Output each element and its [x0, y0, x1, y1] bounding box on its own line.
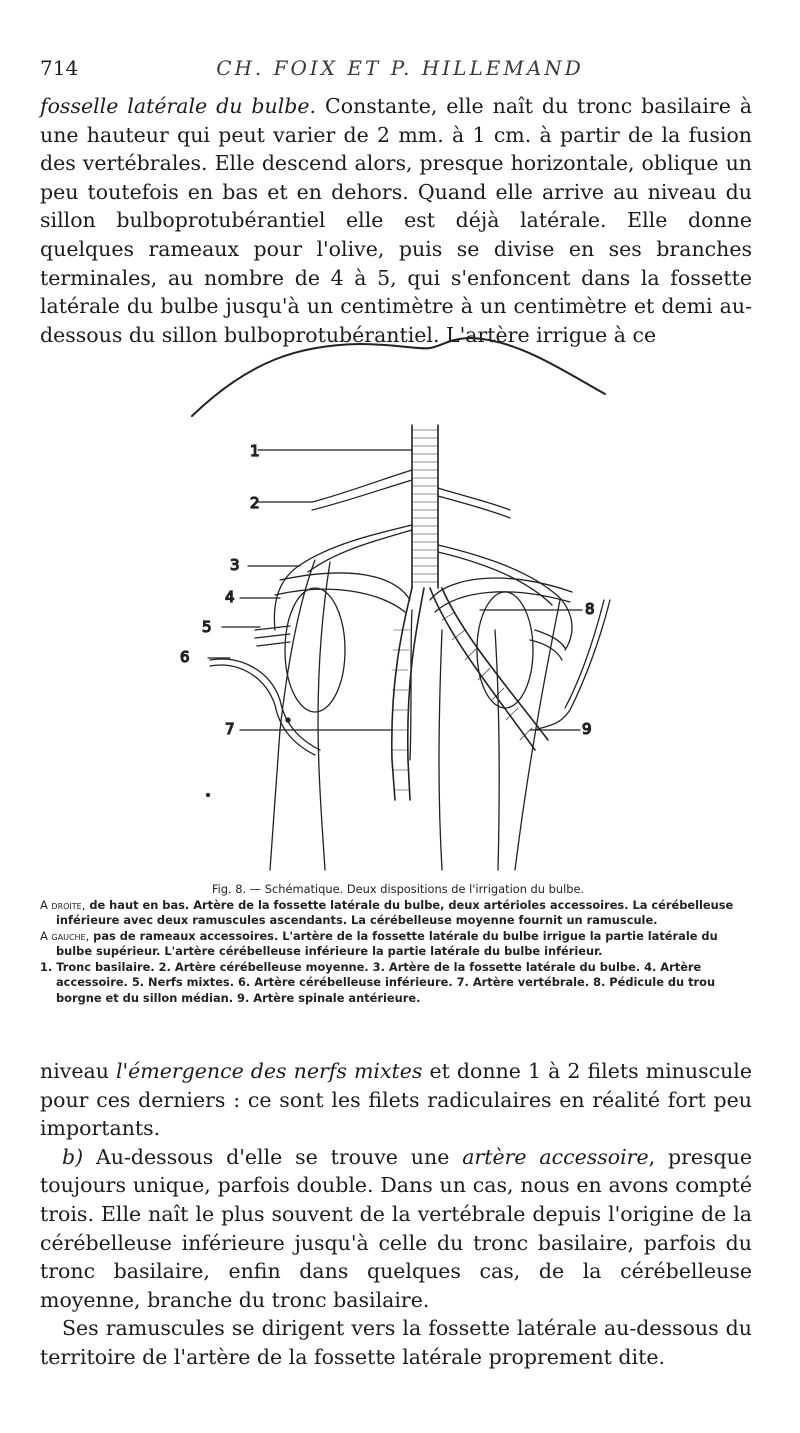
figure-label-3: 3 [230, 556, 240, 574]
caption-title [40, 882, 756, 898]
paragraph: Ses ramuscules se dirigent vers la fossette latérale au-dessous du territoire de l'artère de la fossette latérale proprement dite. [40, 1316, 752, 1369]
bulb-outline [270, 560, 315, 870]
paragraph-text: Au-dessous d'elle se trouve une [83, 1144, 463, 1169]
caption-right-text: de haut en bas. Artère de la fossette latérale du bulbe, deux artérioles accessoires. La cérébelleuse inférieure avec deux ramuscules ascendants. La cérébelleuse moyenne fournit un ramuscule. [56, 897, 734, 927]
paragraph-text: et donne 1 à 2 filets minuscule pour ces derniers : ce sont les filets radiculaires en réalité fort peu importants. [40, 1059, 752, 1141]
figure-label-4: 4 [225, 588, 235, 606]
figure-label-6: 6 [180, 648, 190, 666]
paragraph [40, 92, 752, 349]
vertebral-artery-left [392, 588, 424, 800]
caption-legend: 1. Tronc basilaire. 2. Artère cérébelleuse moyenne. 3. Artère de la fossette latérale du bulbe. 4. Artère accessoire. 5. Nerfs mixtes. 6. Artère cérébelleuse inférieure. 7. Artère vertébrale. 8. Pédicule du trou borgne et du sillon médian. 9. Artère spinale antérieure. [40, 959, 716, 1005]
text-block-top [40, 92, 752, 349]
figure-label-9: 9 [582, 720, 592, 738]
paragraph-text: niveau [40, 1059, 116, 1083]
mixed-nerves-left [255, 626, 290, 646]
page-header [40, 56, 760, 86]
paragraph [40, 1057, 752, 1143]
figure-label-7: 7 [225, 720, 235, 738]
figure-label-8: 8 [585, 600, 595, 618]
caption-left-label: A gauche, [40, 928, 90, 943]
item-label: b) [62, 1144, 84, 1169]
figure-label-1: 1 [250, 442, 260, 460]
paragraph [40, 1143, 752, 1315]
figure-label-5: 5 [202, 618, 212, 636]
figure-8-diagram [180, 330, 620, 875]
middle-cerebellar-artery-right [438, 488, 510, 518]
italic-term: l'émergence des nerfs mixtes [115, 1059, 423, 1083]
text-block-bottom [40, 1057, 752, 1372]
middle-cerebellar-artery-left [312, 470, 412, 510]
protuberance-outline [192, 338, 605, 416]
figure-label-2: 2 [250, 494, 260, 512]
olive-left [285, 588, 345, 712]
italic-term: artère accessoire [462, 1144, 649, 1169]
paragraph-text: , presque toujours unique, parfois double. Dans un cas, nous en avons compté trois. Elle naît le plus souvent de la vertébrale depuis l'origine de la cérébelleuse inférieure jusqu'à celle du tronc basilaire, parfois du tronc basilaire, enfin dans quelques cas, de la cérébelleuse moyenne, branche du tronc basilaire. [40, 1144, 752, 1312]
basilar-trunk [412, 425, 438, 588]
caption-title-text: — Schématique. Deux dispositions de l'irrigation du bulbe. [246, 882, 585, 896]
paragraph-text: Constante, elle naît du tronc basilaire à une hauteur qui peut varier de 2 mm. à 1 cm. à partir de la fusion des vertébrales. Elle descend alors, presque horizontale, oblique un peu toutefois en bas et en dehors. Quand elle arrive au niveau du sillon bulboprotubérantiel elle est déjà latérale. Elle donne quelques rameaux pour l'olive, puis se divise en ses branches terminales, au nombre de 4 à 5, qui s'enfoncent dans la fossette latérale du bulbe jusqu'à un centimètre à un centimètre et demi au-dessous du sillon bulboprotubérantiel. L'artère irrigue à ce [40, 94, 753, 347]
running-head: CH. FOIX ET P. HILLEMAND [216, 56, 584, 80]
pedicle-right [535, 630, 565, 648]
caption-right-label: A droite, [40, 897, 86, 912]
caption-right [40, 898, 756, 929]
figure-caption [40, 882, 756, 1006]
caption-left-text: pas de rameaux accessoires. L'artère de la fossette latérale du bulbe irrigue la partie latérale du bulbe supérieur. L'artère cérébelleuse inférieure la partie latérale du bulbe inférieur. [56, 928, 718, 958]
caption-left [40, 929, 756, 960]
bulb-outline [515, 600, 560, 870]
italic-term: fosselle latérale du bulbe. [40, 94, 317, 118]
page-number: 714 [40, 56, 79, 80]
caption-fig-label: Fig. 8. [211, 882, 247, 896]
